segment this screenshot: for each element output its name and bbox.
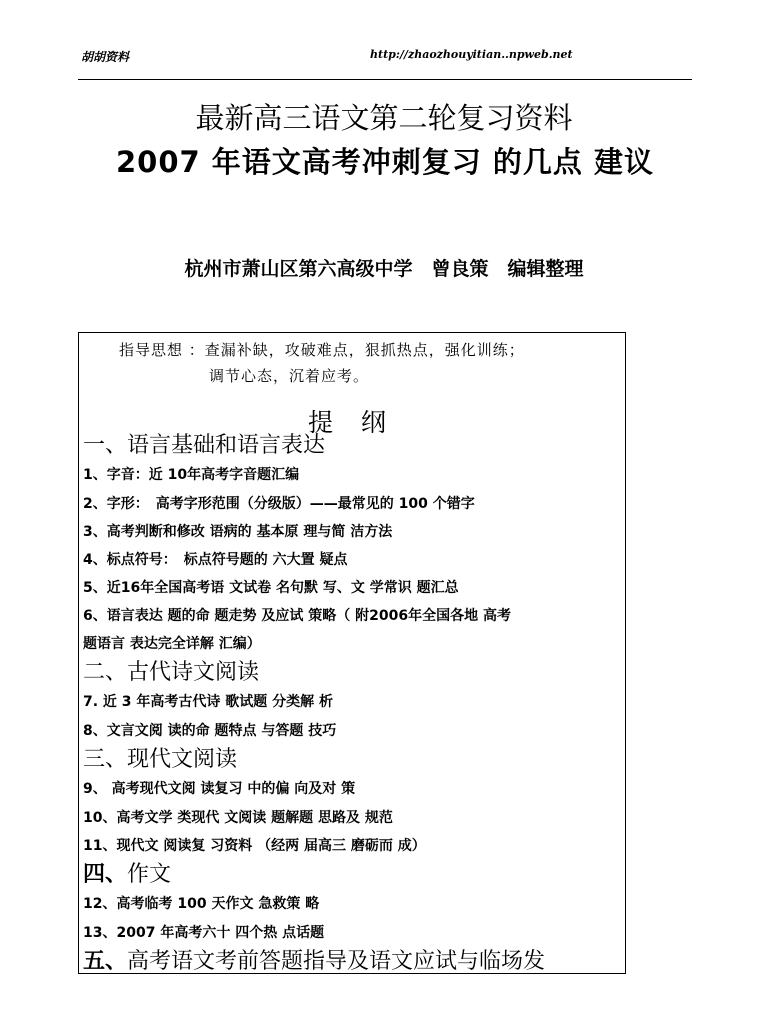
outline-item: 11、现代文 阅读复 习资料 （经两 届高三 磨砺而 成）: [83, 838, 426, 854]
outline-item: 3、高考判断和修改 语病的 基本原 理与简 洁方法: [83, 524, 393, 540]
outline-item: 6、语言表达 题的命 题走势 及应试 策略（ 附2006年全国各地 高考: [83, 608, 511, 624]
guiding-thought-line1: 指导思想 ：查漏补缺，攻破难点，狠抓热点，强化训练；: [119, 341, 525, 359]
section-number: 五、: [83, 949, 128, 974]
outline-item: 1、字音：近 10年高考字音题汇编: [83, 467, 300, 483]
section-heading: [83, 947, 623, 974]
document-subtitle: 2007 年语文高考冲刺复习 的几点 建议: [116, 145, 655, 179]
document-title: 最新高三语文第二轮复习资料: [195, 101, 573, 135]
section-number: 四、: [83, 862, 128, 887]
guiding-thought-line2: 调节心态，沉着应考。: [209, 367, 370, 385]
author-line: 杭州市萧山区第六高级中学 曾良策 编辑整理: [184, 258, 584, 280]
outline-item: 7. 近 3 年高考古代诗 歌试题 分类解 析: [83, 694, 334, 710]
outline-title: 提 纲: [308, 408, 396, 437]
section-heading: 三、现代文阅读: [83, 747, 238, 772]
outline-item: 13、2007 年高考六十 四个热 点话题: [83, 925, 325, 941]
header-left-text: 胡胡资料: [81, 50, 130, 64]
outline-content: [83, 431, 623, 974]
section-heading-text: 作文: [127, 862, 172, 887]
outline-item: 题语言 表达完全详解 汇编）: [83, 636, 261, 652]
outline-box: [78, 332, 626, 974]
outline-item: 5、近16年全国高考语 文试卷 名句默 写、文 学常识 题汇总: [83, 580, 459, 596]
outline-item: 2、字形： 高考字形范围（分级版）——最常见的 100 个错字: [83, 496, 475, 512]
outline-item: 9、 高考现代文阅 读复习 中的偏 向及对 策: [83, 781, 356, 797]
outline-item: 8、文言文阅 读的命 题特点 与答题 技巧: [83, 723, 337, 739]
section-heading-text: 高考语文考前答题指导及语文应试与临场发: [127, 949, 546, 974]
section-heading: 二、古代诗文阅读: [83, 660, 260, 685]
section-heading: [83, 860, 623, 890]
outline-item: 4、标点符号： 标点符号题的 六大置 疑点: [83, 552, 348, 568]
header-divider: [78, 79, 692, 80]
header-url[interactable]: http://zhaozhouyitian..npweb.net: [370, 48, 573, 61]
outline-item: 10、高考文学 类现代 文阅读 题解题 思路及 规范: [83, 810, 393, 826]
section-heading: 一、语言基础和语言表达: [83, 433, 326, 458]
outline-item: 12、高考临考 100 天作文 急救策 略: [83, 896, 320, 912]
